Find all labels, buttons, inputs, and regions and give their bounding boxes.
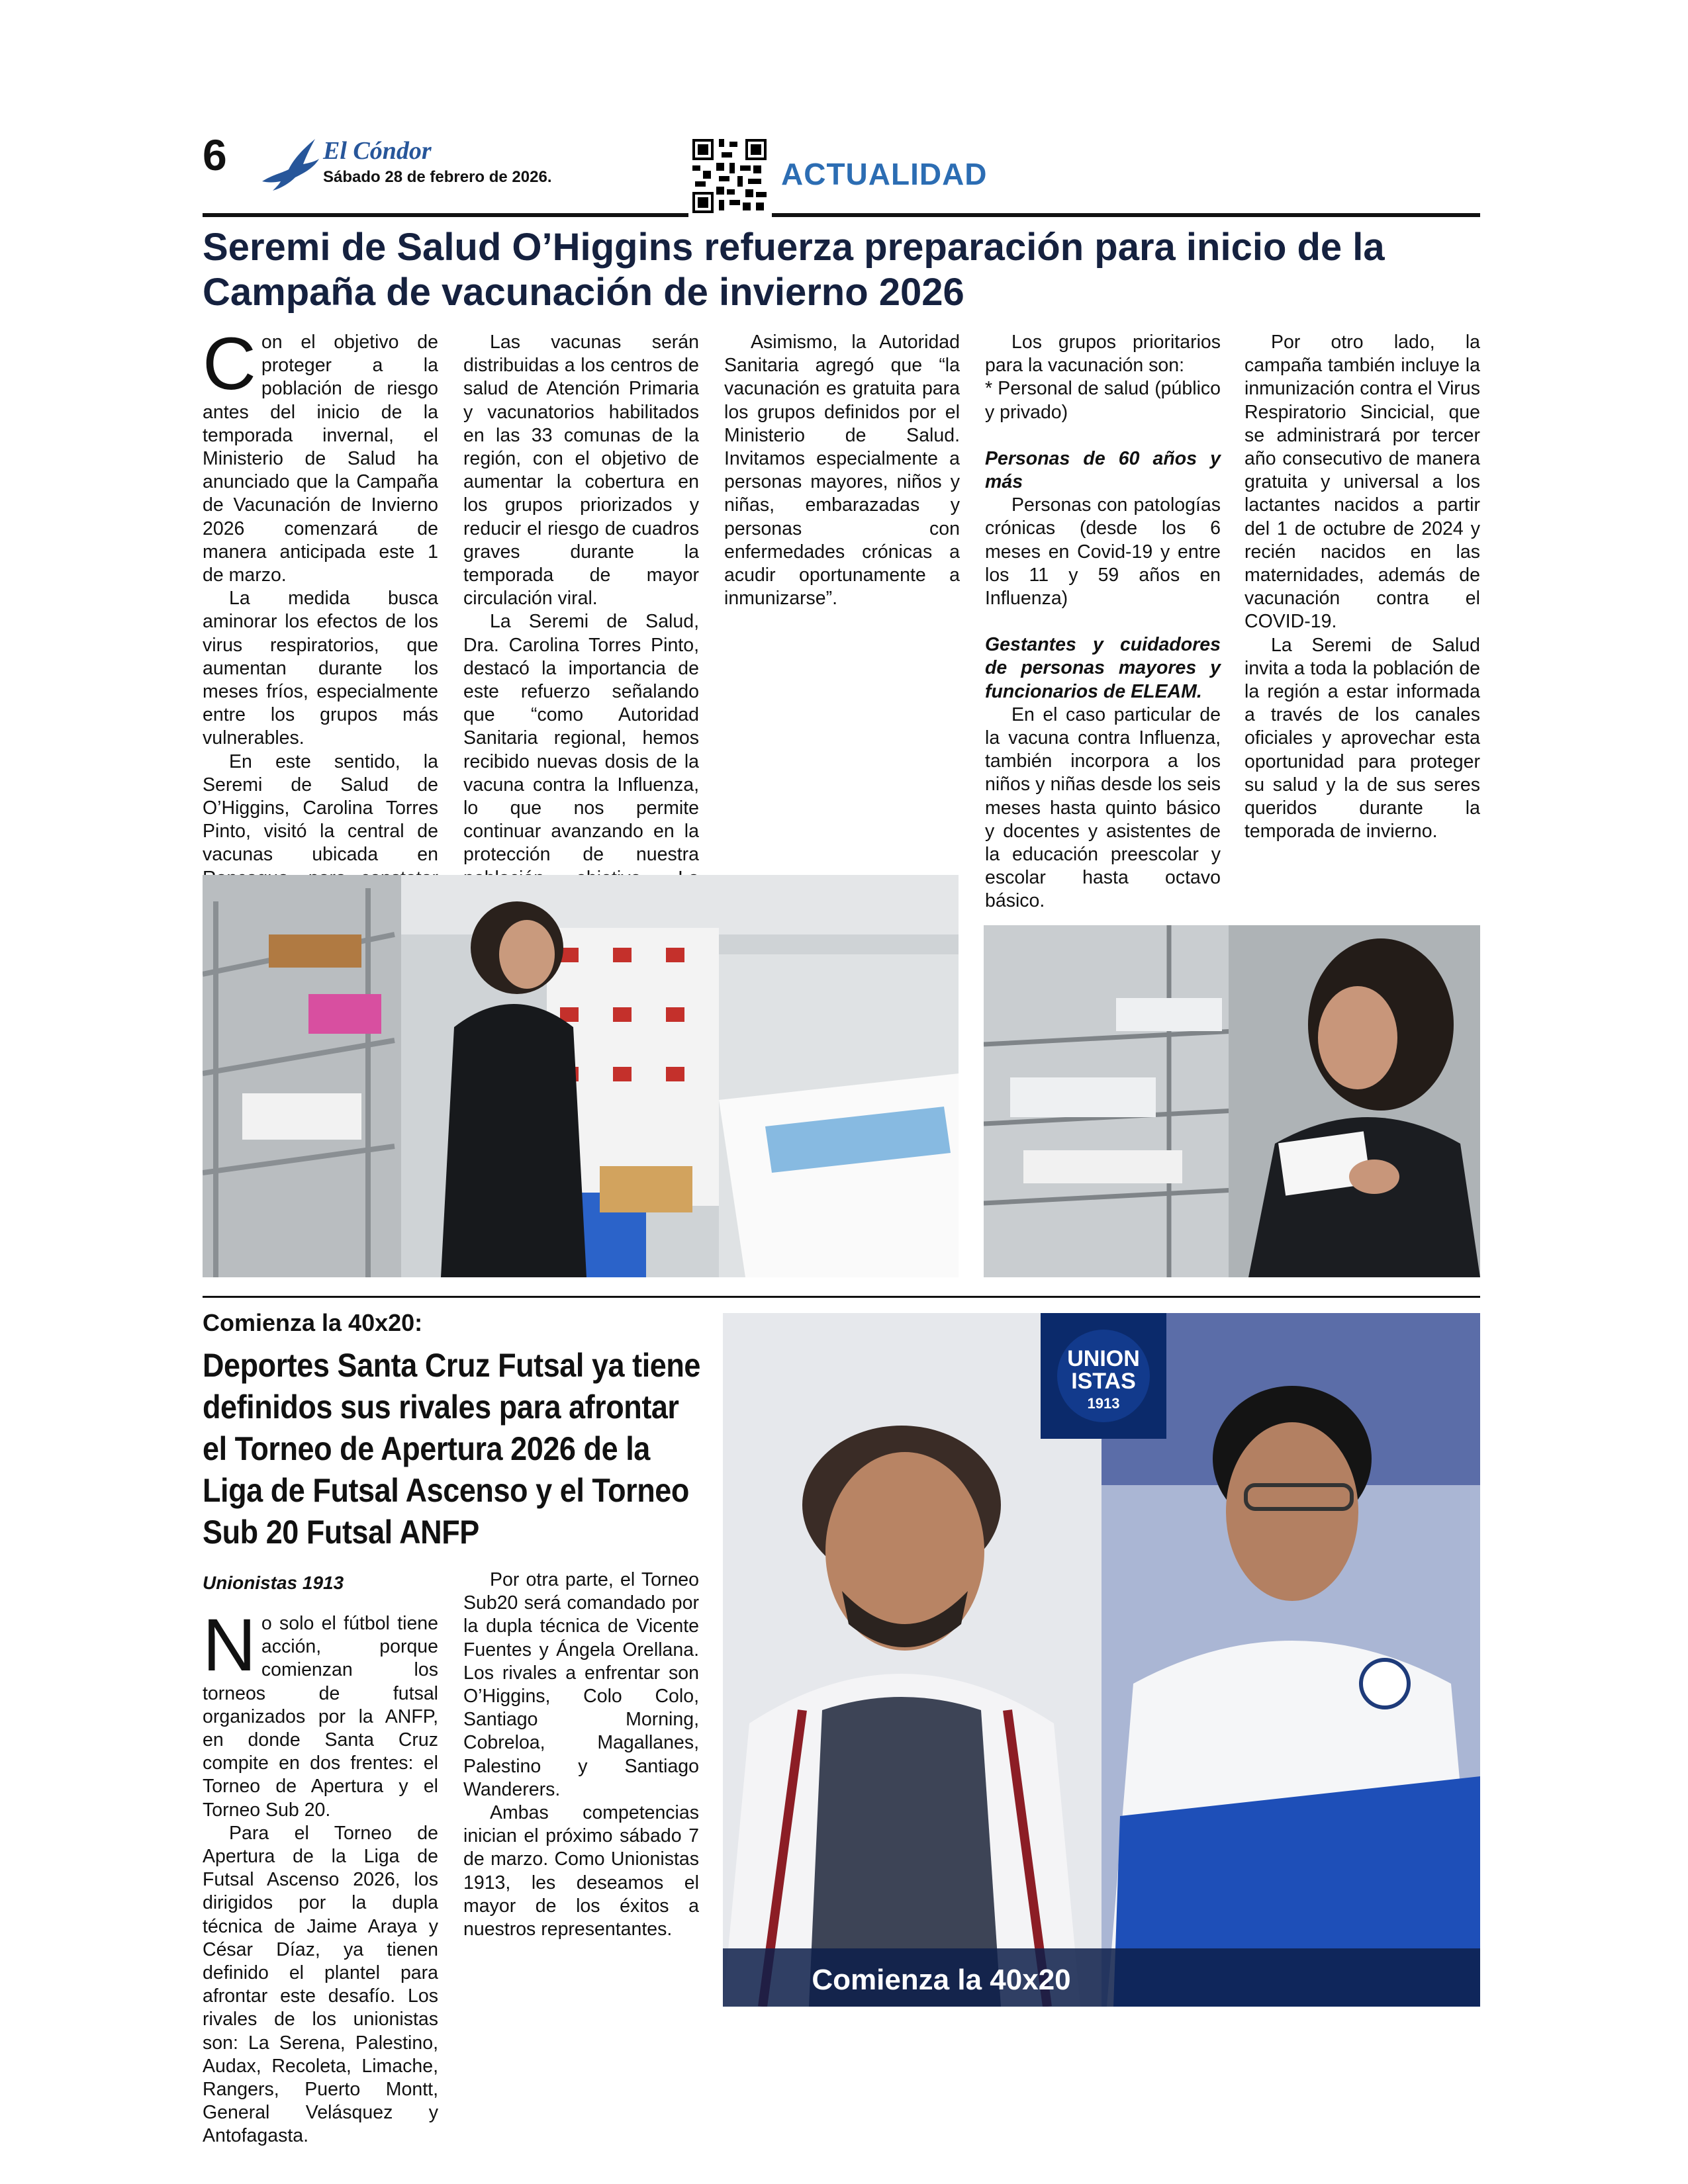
- paragraph: Los grupos prioritarios para la vacunación son:: [985, 332, 1221, 377]
- photo-caption: Comienza la 40x20: [812, 1964, 1071, 1996]
- qr-code-icon: [692, 139, 767, 213]
- paragraph: La medida busca aminorar los efectos de los virus respiratorios, que aumentan durante los meses fríos, especialmente entre los grupos más vulnerables.: [203, 588, 438, 749]
- paragraph: En el caso particular de la vacuna contra Influenza, también incorpora a los niños y niñas desde los seis meses hasta quinto básico y docentes y asistentes de la educación preescolar y escolar hasta octavo básico.: [985, 704, 1221, 912]
- article2-byline: Unionistas 1913: [203, 1572, 344, 1593]
- paragraph: La Seremi de Salud, Dra. Carolina Torres Pinto, destacó la importancia de este refuerzo señalando que “como Autoridad Sanitaria regional, hemos recibido nuevas dosis de la vacuna contra la Influenza, lo que nos permite continuar avanzando en la protección de nuestra: [463, 611, 699, 866]
- paragraph: En este sentido, la Seremi de Salud de O’Higgins, Carolina Torres Pinto, visitó la central de vacunas ubicada en: [203, 751, 438, 866]
- article2-kicker: Comienza la 40x20:: [203, 1309, 423, 1336]
- header-rule-left: [203, 213, 688, 217]
- page-number: 6: [203, 130, 227, 179]
- paragraph: Asimismo, la Autoridad Sanitaria agregó que “la vacunación es gratuita para los grupos definidos por el Ministerio de Salud. Invitamos especialmente a personas mayores, niños y niñas, embarazadas y personas con enfermedades crónicas a acudir oportunamente a inmunizarse”.: [724, 332, 960, 610]
- header-rule-right: [772, 213, 1480, 217]
- badge-text-line1: UNION: [1067, 1346, 1140, 1371]
- paragraph: Las vacunas serán distribuidas a los centros de salud de Atención Primaria y vacunatorios habilitados en las 33 comunas de la región, con el objetivo de aumentar la cobertura en los grupos priorizados y reducir el riesgo de cuadros graves durante la temporada de mayor circulación viral.: [463, 332, 699, 610]
- article1-column-5: [1244, 331, 1480, 843]
- drop-cap: C: [203, 322, 256, 405]
- article2-column-2: [463, 1569, 699, 1941]
- paragraph: * Personal de salud (público y privado): [985, 378, 1221, 423]
- article1-column-3: [724, 331, 960, 610]
- paragraph: on el objetivo de proteger a la población de riesgo antes del inicio de la temporada invernal, el Ministerio de Salud ha anunciado que la Campaña de Vacunación de Invierno 2026 comenzará de manera anticipada este 1 de marzo.: [203, 332, 438, 586]
- subheading: Gestantes y cuidadores de personas mayores y funcionarios de ELEAM.: [985, 634, 1221, 702]
- paragraph: Personas con patologías crónicas (desde los 6 meses en Covid-19 y entre los 11 y 59 años en Influenza): [985, 494, 1221, 610]
- newspaper-name: El Cóndor: [323, 137, 432, 165]
- paragraph: o solo el fútbol tiene acción, porque comienzan los torneos de futsal organizados por la ANFP, en donde Santa Cruz compite en dos frentes: el Torneo de Apertura y el Torneo Sub 20.: [203, 1613, 438, 1821]
- paragraph: Por otro lado, la campaña también incluye la inmunización contra el Virus Respiratorio Sincicial, que se administrará por tercer año consecutivo de manera gratuita y universal a los lactantes nacidos a partir del 1 de octubre de 2024 y recién nacidos en las maternidades, además de vacunación contra el COVID-19.: [1244, 332, 1480, 633]
- condor-logo-icon: [259, 135, 320, 193]
- article2-headline: Deportes Santa Cruz Futsal ya tiene definidos sus rivales para afrontar el Torneo de Apertura 2026 de la Liga de Futsal Ascenso y el Torneo Sub 20 Futsal ANFP: [203, 1347, 700, 1551]
- paragraph: Para el Torneo de Apertura de la Liga de Futsal Ascenso 2026, los dirigidos por la dupla técnica de Jaime Araya y César Díaz, ya tienen definido el plantel para afrontar este desafío. Los rivales de los unionistas son: La Serena, Palestino, Audax, Recoleta, Limache, Rangers, Puerto Montt, General Velásquez y Antofagasta.: [203, 1822, 438, 2147]
- badge-text-line2: ISTAS: [1071, 1369, 1136, 1394]
- badge-year: 1913: [1087, 1395, 1120, 1412]
- issue-date: Sábado 28 de febrero de 2026.: [323, 168, 552, 186]
- paragraph: Ambas competencias inician el próximo sábado 7 de marzo. Como Unionistas 1913, les deseamos el mayor de los éxitos a nuestros representantes.: [463, 1802, 699, 1940]
- paragraph: Por otra parte, el Torneo Sub20 será comandado por la dupla técnica de Vicente Fuentes y Ángela Orellana. Los rivales a enfrentar son O’Higgins, Colo Colo, Santiago Morning, Cobreloa, Magallanes, Palestino y Santiago Wanderers.: [463, 1569, 699, 1800]
- subheading: Personas de 60 años y más: [985, 447, 1221, 493]
- article1-headline: Seremi de Salud O’Higgins refuerza preparación para inicio de la Campaña de vacunación de invierno 2026: [203, 226, 1385, 314]
- section-label: ACTUALIDAD: [781, 157, 988, 191]
- photo-seremi-holding-vaccine: [984, 925, 1480, 1277]
- paragraph: La Seremi de Salud invita a toda la población de la región a estar informada a través de los canales oficiales y aprovechar esta oportunidad para proteger su salud y la de sus seres queridos durante la temporada de invierno.: [1244, 634, 1480, 842]
- section-divider: [203, 1296, 1480, 1298]
- article2-column-1: [203, 1604, 438, 2148]
- article1-column-4: [985, 331, 1221, 913]
- photo-vaccine-storage: [203, 875, 959, 1277]
- drop-cap: N: [203, 1604, 256, 1686]
- photo-futsal-coaches: [723, 1313, 1480, 2007]
